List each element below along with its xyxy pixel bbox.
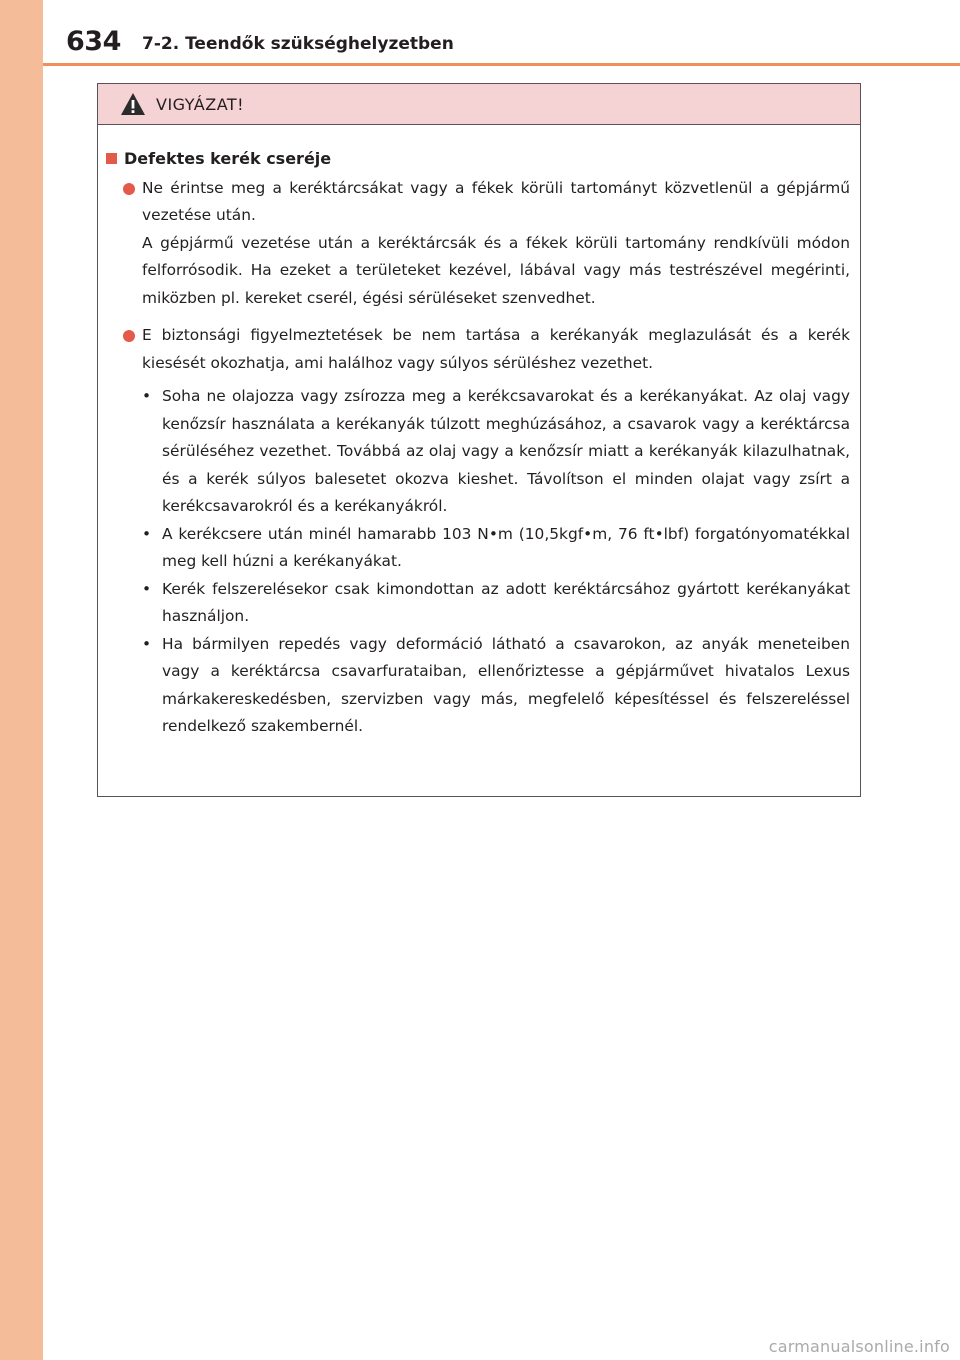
heading-text: Defektes kerék cseréje [124, 149, 332, 168]
warning-box [97, 83, 861, 797]
sub-item-text: Kerék felszerelésekor csak kimondottan az adott keréktárcsához gyártott kerékanyákat használjon. [162, 579, 850, 625]
sub-list [98, 383, 850, 741]
header-divider [43, 63, 960, 66]
sub-item-text: A kerékcsere után minél hamarabb 103 N•m (10,5kgf•m, 76 ft•lbf) forgatónyomatékkal meg kell húzni a kerékanyákat. [162, 524, 850, 570]
warning-content [98, 125, 860, 741]
bullet-text: E biztonsági figyelmeztetések be nem tartása a kerékanyák meglazulását és a kerék kiesését okozhatja, ami halálhoz vagy súlyos sérüléshez vezethet. [142, 326, 850, 372]
sub-item [98, 576, 850, 631]
sub-item [98, 521, 850, 576]
warning-triangle-icon [120, 92, 146, 116]
watermark-link[interactable]: carmanualsonline.info [768, 1337, 950, 1356]
round-bullet-icon [123, 330, 135, 342]
dot-bullet-icon: • [142, 524, 152, 543]
bullet-text: A gépjármű vezetése után a keréktárcsák és a fékek körüli tartomány rendkívüli módon felforrósodik. Ha ezeket a területeket kezével, lábával vagy más testrészével megérinti, miközben pl. kereket cserél, égési sérüléseket szenvedhet. [142, 233, 850, 307]
warning-heading [98, 145, 850, 173]
dot-bullet-icon: • [142, 579, 152, 598]
round-bullet-icon [123, 183, 135, 195]
bullet-text: Ne érintse meg a keréktárcsákat vagy a fékek körüli tartományt közvetlenül a gépjármű vezetése után. [142, 178, 850, 224]
side-tab-strip [0, 0, 43, 1360]
square-bullet-icon [106, 153, 117, 164]
bullet-item [98, 175, 850, 313]
page-number: 634 [66, 26, 121, 57]
sub-item-text: Ha bármilyen repedés vagy deformáció látható a csavarokon, az anyák meneteiben vagy a keréktárcsa csavarfurataiban, ellenőriztesse a gépjárművet hivatalos Lexus márkakereskedésben, szervizben vagy más, megfelelő képesítéssel és felszereléssel rendelkező szakembernél. [162, 634, 850, 735]
section-title: 7-2. Teendők szükséghelyzetben [142, 34, 454, 54]
sub-item [98, 631, 850, 741]
sub-item [98, 383, 850, 521]
bullet-item [98, 322, 850, 377]
sub-item-text: Soha ne olajozza vagy zsírozza meg a kerékcsavarokat és a kerékanyákat. Az olaj vagy kenőzsír használata a kerékanyák túlzott meghúzásához, a csavarok vagy a keréktárcsa sérüléséhez vezethet. Továbbá az olaj vagy a kenőzsír miatt a kerékanyák kilazulhatnak, és a kerék súlyos balesetet okozva kieshet. Távolítson el minden olajat vagy zsírt a kerékcsavarokról és a kerékanyákról. [162, 387, 850, 515]
dot-bullet-icon: • [142, 387, 152, 405]
warning-label: VIGYÁZAT! [156, 94, 245, 114]
dot-bullet-icon: • [142, 634, 152, 653]
warning-header [98, 84, 860, 125]
